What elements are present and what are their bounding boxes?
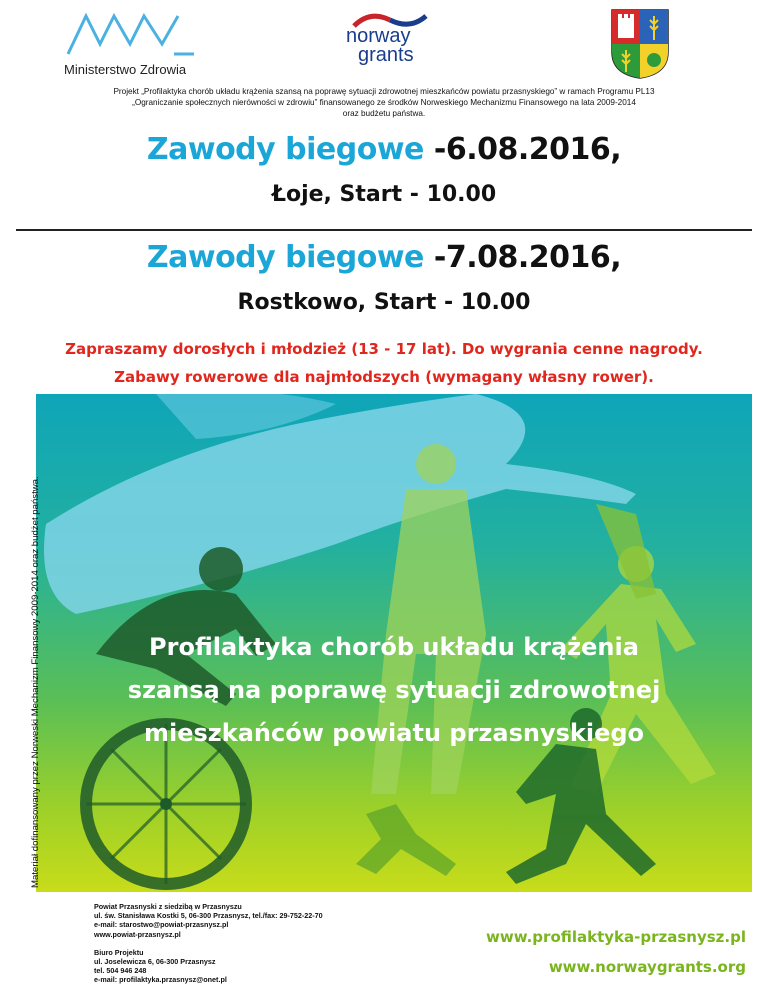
norway-logo-line1: norway [346, 25, 411, 47]
sports-banner [36, 394, 752, 892]
contact-spacer [94, 939, 394, 948]
banner-line: Profilaktyka chorób układu krążenia [149, 633, 639, 661]
event-1-place: Łoje, Start - 10.00 [271, 182, 497, 207]
invitation-line-2: Zabawy rowerowe dla najmłodszych (wymagany własny rower). [114, 368, 654, 386]
ministry-logo-mark-icon [62, 10, 202, 60]
divider [16, 229, 752, 231]
website-norwaygrants-link[interactable]: www.norwaygrants.org [548, 958, 746, 976]
contact-info [94, 902, 394, 985]
project-line: Projekt „Profilaktyka chorób układu krążenia szansą na poprawę sytuacji zdrowotnej mieszkańców powiatu przasnyskiego” w ramach Programu PL13 [113, 87, 655, 96]
event-1-heading [0, 132, 768, 167]
norway-logo-line2: grants [358, 44, 414, 66]
norway-grants-logo [340, 10, 440, 72]
event-2-heading [0, 240, 768, 275]
invitation-line-1: Zapraszamy dorosłych i młodzież (13 - 17 lat). Do wygrania cenne nagrody. [65, 340, 703, 358]
event-2-title: Zawody biegowe [146, 240, 424, 275]
event-1-title: Zawody biegowe [146, 132, 424, 167]
coat-of-arms [610, 8, 670, 80]
coat-of-arms-shield-icon [610, 8, 670, 80]
project-line: „Ograniczanie społecznych nierówności w zdrowiu” finansowanego ze środków Norweskiego Mechanizmu Finansowego na lata 2009-2014 [132, 98, 636, 107]
event-2-date: -7.08.2016, [433, 240, 622, 275]
contact-line: tel. 504 946 248 [94, 966, 147, 976]
contact-email[interactable]: e-mail: profilaktyka.przasnysz@onet.pl [94, 975, 227, 985]
contact-line: Powiat Przasnyski z siedzibą w Przasnyszu [94, 902, 242, 911]
ministry-logo [62, 10, 202, 80]
contact-email[interactable]: e-mail: starostwo@powiat-przasnysz.pl [94, 920, 229, 930]
banner-line: szansą na poprawę sytuacji zdrowotnej [127, 676, 661, 704]
project-line: oraz budżetu państwa. [342, 109, 426, 118]
contact-line: Biuro Projektu [94, 947, 144, 957]
funding-note: Materiał dofinansowany przez Norweski Mechanizm Finansowy 2009-2014 oraz budżet państwa. [30, 476, 41, 888]
banner-line: mieszkańców powiatu przasnyskiego [143, 719, 645, 747]
contact-line: ul. św. Stanisława Kostki 5, 06-300 Przasnysz, tel./fax: 29-752-22-70 [94, 911, 323, 921]
project-description [60, 86, 708, 119]
ministry-logo-text: Ministerstwo Zdrowia [64, 62, 187, 77]
contact-line: ul. Joselewicza 6, 06-300 Przasnysz [94, 957, 216, 967]
website-profilaktyka-link[interactable]: www.profilaktyka-przasnysz.pl [486, 928, 746, 946]
contact-website[interactable]: www.powiat-przasnysz.pl [94, 929, 181, 939]
banner-text [36, 626, 752, 755]
event-1-date: -6.08.2016, [433, 132, 622, 167]
event-2-place: Rostkowo, Start - 10.00 [237, 290, 531, 315]
